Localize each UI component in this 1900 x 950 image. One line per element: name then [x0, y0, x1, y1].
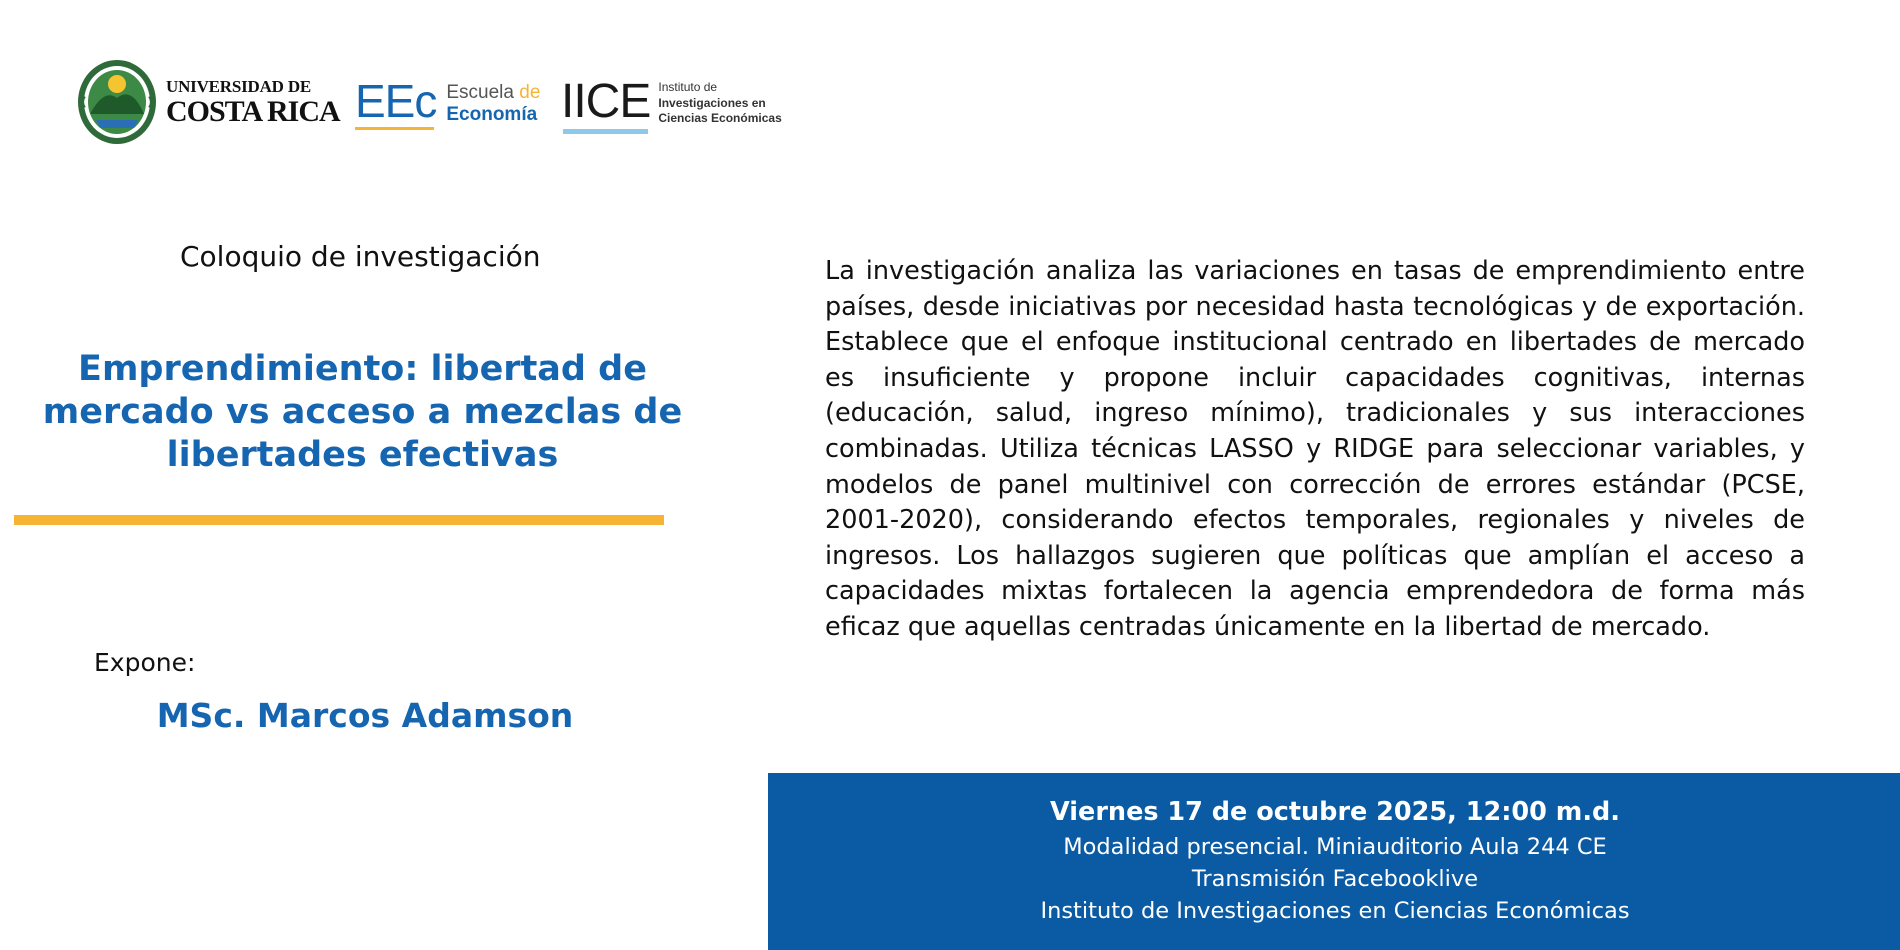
- eec-logo-escuela: Escuela: [446, 82, 520, 103]
- ucr-logo-line2: COSTA RICA: [166, 94, 340, 128]
- iice-logo: [561, 75, 782, 134]
- ucr-seal-icon: [76, 58, 158, 146]
- event-type: Coloquio de investigación: [180, 240, 541, 273]
- eec-logo: [355, 75, 541, 130]
- event-stream: Transmisión Facebooklive: [1191, 866, 1479, 892]
- ucr-logo: [76, 58, 340, 146]
- talk-title: Emprendimiento: libertad de mercado vs acceso a mezclas de libertades efectivas: [42, 349, 683, 475]
- eec-logo-economia: Economía: [446, 103, 538, 125]
- event-details-band: [768, 773, 1900, 950]
- event-date: Viernes 17 de octubre 2025, 12:00 m.d.: [1050, 797, 1620, 827]
- iice-logo-mark: IICE: [561, 78, 650, 134]
- iice-logo-line1: Instituto de: [658, 80, 718, 94]
- event-organizer: Instituto de Investigaciones en Ciencias Económicas: [1040, 898, 1630, 924]
- iice-logo-line2: Investigaciones en: [658, 95, 766, 110]
- presenter-label: Expone:: [94, 648, 196, 677]
- presenter-name: MSc. Marcos Adamson: [156, 696, 574, 735]
- eec-logo-mark: EEc: [355, 78, 436, 130]
- event-modality: Modalidad presencial. Miniauditorio Aula 244 CE: [1063, 834, 1607, 860]
- abstract-text: La investigación analiza las variaciones en tasas de emprendimiento entre países, desde iniciativas por necesidad hasta tecnológicas y de exportación. Establece que el enfoque institucional centrado en libertades de mercado es insuficiente y propone incluir capacidades cognitivas, internas (educación, salud, ingreso mínimo), tradicionales y sus interacciones combinadas. Utiliza técnicas LASSO y RIDGE para seleccionar variables, y modelos de panel multinivel con corrección de errores estándar (PCSE, 2001-2020), considerando efectos temporales, regionales y niveles de ingresos. Los hallazgos sugieren que políticas que amplían el acceso a capacidades mixtas fortalecen la agencia emprendedora de forma más eficaz que aquellas centradas únicamente en la libertad de mercado.: [825, 256, 1805, 642]
- title-divider: [14, 515, 664, 525]
- eec-logo-de: de: [519, 82, 541, 103]
- iice-logo-line3: Ciencias Económicas: [658, 111, 782, 126]
- ucr-logo-line1: UNIVERSIDAD DE: [166, 76, 312, 96]
